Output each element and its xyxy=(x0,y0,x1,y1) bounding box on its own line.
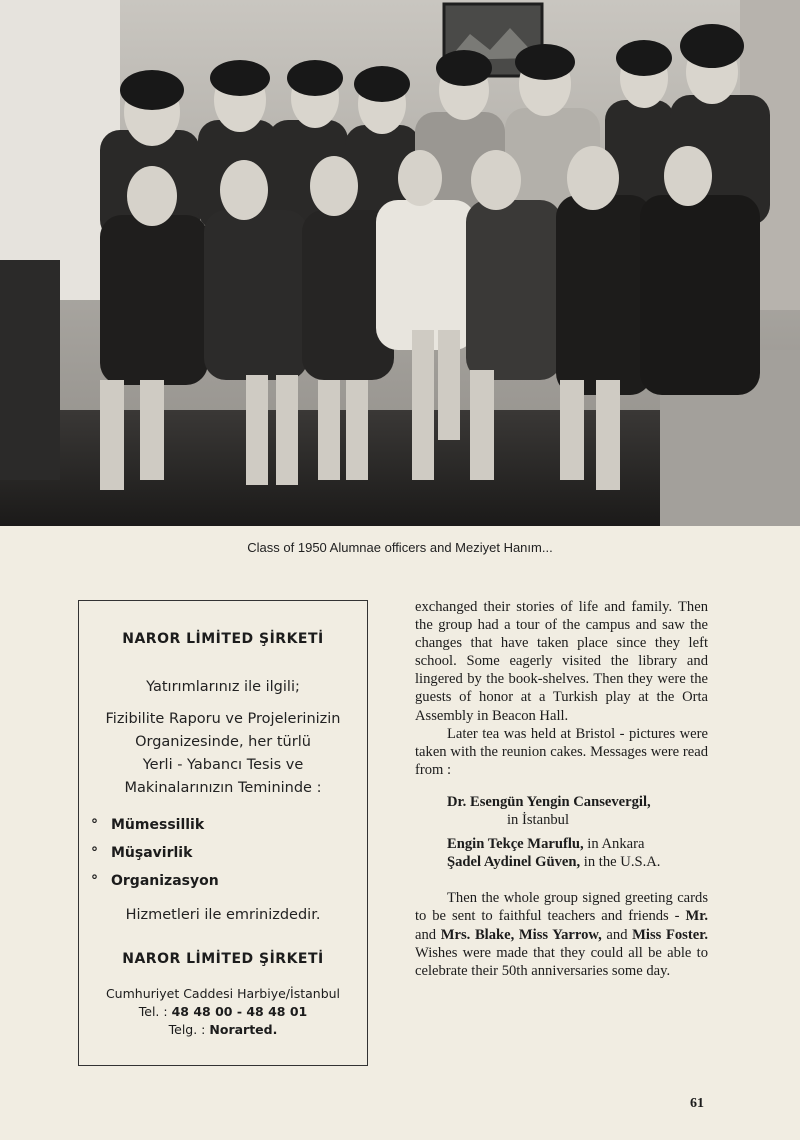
ad-line-1: Yatırımlarınız ile ilgili; xyxy=(146,679,300,695)
ad-address: Cumhuriyet Caddesi Harbiye/İstanbul xyxy=(105,986,341,1001)
message-1: Dr. Esengün Yengin Cansevergil, xyxy=(447,793,651,810)
article-paragraph-1: exchanged their stories of life and family. Then the group had a tour of the campus and saw the changes that have taken place since they left school. Some eagerly visited the library and lingered by the book-shelves. Then they were the guests of honor at a Turkish play at the Orta Assembly in Beacon Hall. xyxy=(415,599,708,724)
chair-left xyxy=(0,260,60,480)
group-photo-illustration xyxy=(0,0,800,526)
ad-telegraph: Telg. : Norarted. xyxy=(168,1022,278,1037)
ad-contact xyxy=(79,985,367,1039)
photo-caption: Class of 1950 Alumnae officers and Meziyet Hanım... xyxy=(247,540,553,555)
ad-company-name-top: NAROR LİMİTED ŞİRKETİ xyxy=(122,631,324,647)
ad-service-item: ° Mümessillik xyxy=(91,817,205,833)
advertisement-box xyxy=(78,600,368,1066)
article-paragraph-2: Later tea was held at Bristol - pictures were taken with the reunion cakes. Messages were read from : xyxy=(415,725,708,778)
ad-service-item: ° Organizasyon xyxy=(91,873,219,889)
message-1-place: in İstanbul xyxy=(507,812,570,829)
ad-line-2: Fizibilite Raporu ve Projelerinizin xyxy=(105,711,341,727)
page-number: 61 xyxy=(690,1096,704,1111)
ad-service-list xyxy=(91,811,219,895)
article-paragraph-3: Then the whole group signed greeting cards to be sent to faithful teachers and friends - Mr. and Mrs. Blake, Miss Yarrow, and Miss Foster. Wishes were made that they could all be able to celebrate their 50th anniversaries some day. xyxy=(415,890,708,979)
message-3: Şadel Aydinel Güven, in the U.S.A. xyxy=(447,854,661,871)
message-2: Engin Tekçe Maruflu, in Ankara xyxy=(447,836,645,853)
ad-service-item: ° Müşavirlik xyxy=(91,845,193,861)
article-column xyxy=(415,598,708,980)
ad-company-name-bottom: NAROR LİMİTED ŞİRKETİ xyxy=(122,951,324,967)
ad-line-5: Makinalarınızın Temininde : xyxy=(124,780,322,796)
group-photo xyxy=(0,0,800,526)
ad-line-4: Yerli - Yabancı Tesis ve xyxy=(142,757,304,773)
ad-telephone: Tel. : 48 48 00 - 48 48 01 xyxy=(138,1004,308,1019)
ad-line-3: Organizesinde, her türlü xyxy=(135,734,311,750)
ad-service-line: Hizmetleri ile emrinizdedir. xyxy=(125,907,321,923)
